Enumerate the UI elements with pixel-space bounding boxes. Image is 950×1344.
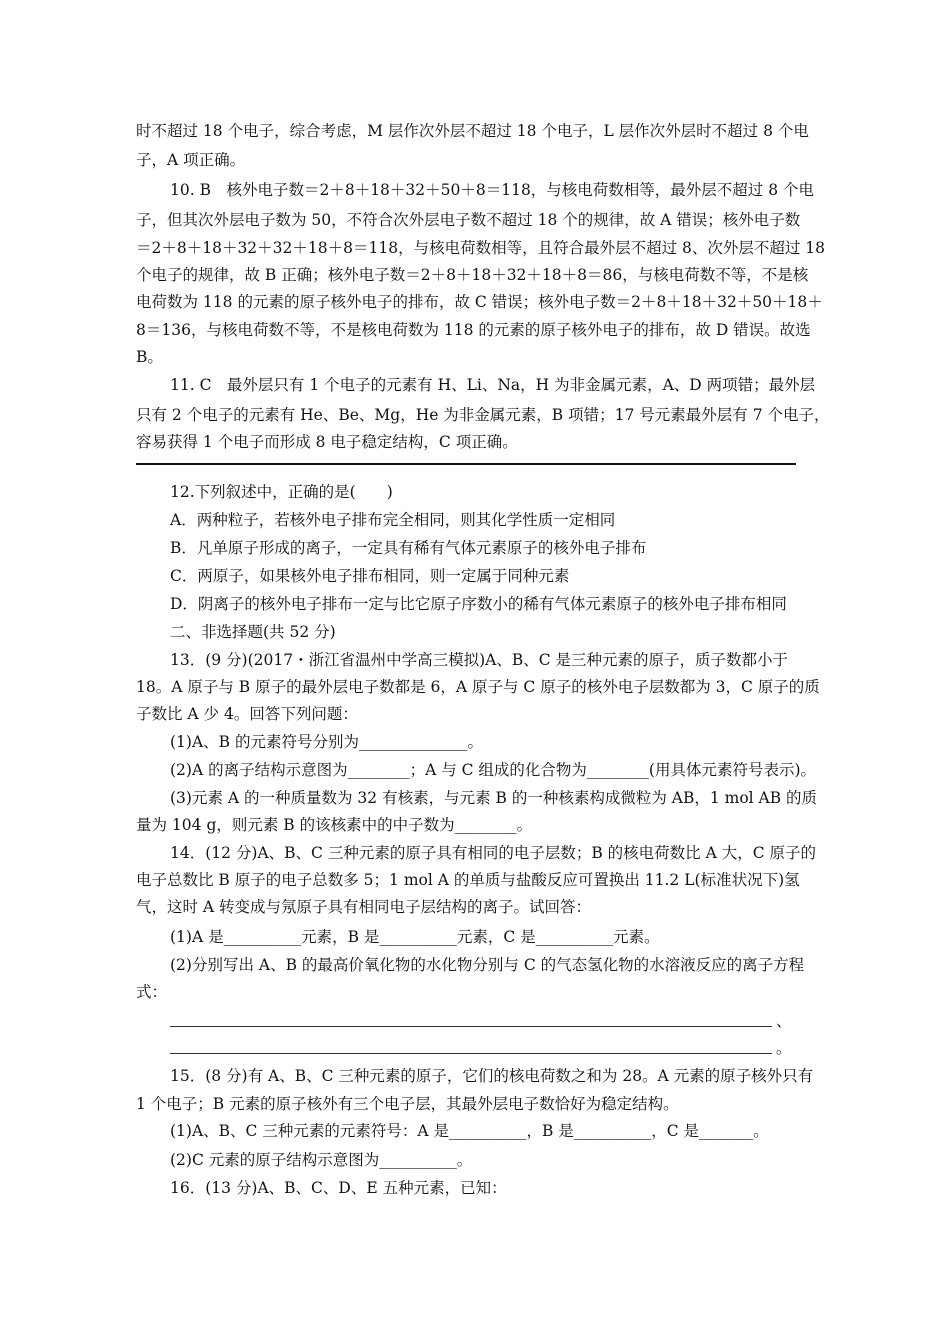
text-line: ＝2＋8＋18＋32＋32＋18＋8＝118，与核电荷数相等，且符合最外层不超过 8、次外层不超过 18	[136, 239, 826, 257]
section-divider	[136, 463, 796, 465]
question-15: 15．(8 分)有 A、B、C 三种元素的原子，它们的核电荷数之和为 28。A 元素的原子核外只有	[170, 1067, 814, 1085]
option-b: B．凡单原子形成的离子，一定具有稀有气体元素原子的核外电子排布	[170, 539, 647, 557]
question-14-part-2: (2)分别写出 A、B 的最高价氧化物的水化物分别与 C 的气态氢化物的水溶液反应的离子方程	[170, 956, 805, 974]
answer-10: 10. B 核外电子数＝2＋8＋18＋32＋50＋8＝118，与核电荷数相等，最外层不超过 8 个电	[170, 181, 815, 199]
text-line: 只有 2 个电子的元素有 He、Be、Mg，He 为非金属元素，B 项错；17 号元素最外层有 7 个电子，	[136, 406, 830, 424]
text-line: B。	[136, 348, 163, 366]
question-12: 12.下列叙述中，正确的是( )	[170, 483, 393, 501]
question-14-part-1: (1)A 是__________元素，B 是__________元素，C 是__________元素。	[170, 928, 660, 946]
option-a: A．两种粒子，若核外电子排布完全相同，则其化学性质一定相同	[170, 511, 616, 529]
text-line: 电荷数为 118 的元素的原子核外电子的排布，故 C 错误；核外电子数＝2＋8＋18＋32＋50＋18＋	[136, 293, 823, 311]
text-line: 容易获得 1 个电子而形成 8 电子稳定结构，C 项正确。	[136, 433, 518, 451]
answer-blank-line	[170, 1053, 772, 1054]
question-13-part-1: (1)A、B 的元素符号分别为______________。	[170, 733, 483, 751]
question-15-part-1: (1)A、B、C 三种元素的元素符号：A 是__________，B 是__________，C 是_______。	[170, 1122, 769, 1140]
text-line: 气，这时 A 转变成与氖原子具有相同电子层结构的离子。试回答：	[136, 898, 592, 916]
text-line: 个电子的规律，故 B 正确；核外电子数＝2＋8＋18＋32＋18＋8＝86，与核电荷数不等，不是核	[136, 266, 809, 284]
text-line: 8＝136，与核电荷数不等，不是核电荷数为 118 的元素的原子核外电子的排布，故 D 错误。故选	[136, 321, 811, 339]
text-line: 子，A 项正确。	[136, 151, 246, 169]
line-end-mark: 。	[776, 1039, 792, 1057]
option-d: D．阴离子的核外电子排布一定与比它原子序数小的稀有气体元素原子的核外电子排布相同	[170, 595, 787, 613]
text-line: 量为 104 g，则元素 B 的该核素中的中子数为________。	[136, 816, 533, 834]
question-14: 14．(12 分)A、B、C 三种元素的原子具有相同的电子层数；B 的核电荷数比 A 大，C 原子的	[170, 844, 816, 862]
text-line: 子，但其次外层电子数为 50，不符合次外层电子数不超过 18 个的规律，故 A 错误；核外电子数	[136, 211, 801, 229]
text-line: 电子总数比 B 原子的电子总数多 5；1 mol A 的单质与盐酸反应可置换出 11.2 L(标准状况下)氢	[136, 871, 800, 889]
question-16: 16．(13 分)A、B、C、D、E 五种元素，已知：	[170, 1179, 507, 1197]
text-line: 时不超过 18 个电子，综合考虑，M 层作次外层不超过 18 个电子，L 层作次外层时不超过 8 个电	[136, 122, 809, 140]
question-15-part-2: (2)C 元素的原子结构示意图为__________。	[170, 1151, 473, 1169]
question-13-part-2: (2)A 的离子结构示意图为________；A 与 C 组成的化合物为________(用具体元素符号表示)。	[170, 761, 817, 779]
text-line: 1 个电子；B 元素的原子核外有三个电子层，其最外层电子数恰好为稳定结构。	[136, 1095, 679, 1113]
section-heading: 二、非选择题(共 52 分)	[170, 623, 336, 641]
option-c: C．两原子，如果核外电子排布相同，则一定属于同种元素	[170, 567, 570, 585]
question-13-part-3: (3)元素 A 的一种质量数为 32 有核素，与元素 B 的一种核素构成微粒为 AB，1 mol AB 的质	[170, 789, 818, 807]
text-line: 式：	[136, 983, 168, 1001]
text-line: 子数比 A 少 4。回答下列问题：	[136, 705, 358, 723]
answer-11: 11. C 最外层只有 1 个电子的元素有 H、Li、Na，H 为非金属元素，A、D 两项错；最外层	[170, 376, 816, 394]
question-13: 13．(9 分)(2017・浙江省温州中学高三模拟)A、B、C 是三种元素的原子，质子数都小于	[170, 651, 789, 669]
text-line: 18。A 原子与 B 原子的最外层电子数都是 6，A 原子与 C 原子的核外电子层数都为 3，C 原子的质	[136, 678, 820, 696]
line-end-mark: 、	[776, 1012, 792, 1030]
answer-blank-line	[170, 1026, 772, 1027]
